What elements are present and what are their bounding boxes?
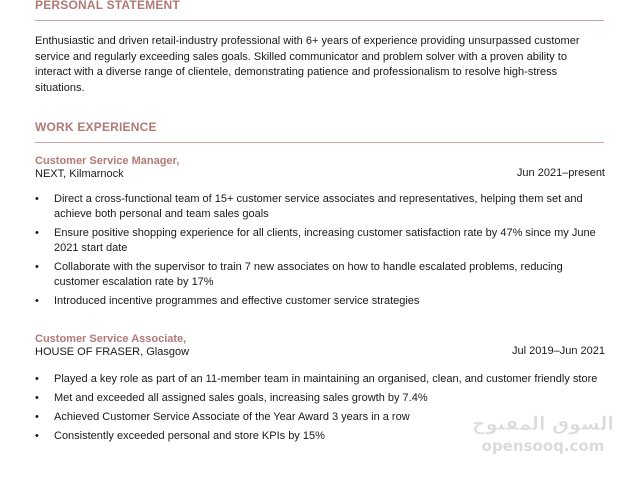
bullet-text: Played a key role as part of an 11-member team in maintaining an organised, clean, and customer friendly store xyxy=(54,373,598,385)
work-experience-heading: WORK EXPERIENCE xyxy=(35,120,157,134)
job-bullet-list xyxy=(35,192,607,313)
bullet-icon: • xyxy=(35,411,39,423)
job-bullet-item xyxy=(35,294,607,309)
bullet-text: Introduced incentive programmes and effective customer service strategies xyxy=(54,295,420,307)
job-title: Customer Service Associate, xyxy=(35,333,187,345)
bullet-text: Collaborate with the supervisor to train 7 new associates on how to handle escalated problems, reducing customer escalation rate by 17% xyxy=(54,261,563,288)
job-dates: Jun 2021–present xyxy=(516,167,605,179)
job-bullet-item xyxy=(35,260,607,290)
bullet-icon: • xyxy=(35,430,39,442)
bullet-icon: • xyxy=(35,193,39,205)
job-bullet-item xyxy=(35,226,607,256)
job-company: NEXT, Kilmarnock xyxy=(35,168,124,180)
job-bullet-item xyxy=(35,391,607,406)
bullet-icon: • xyxy=(35,373,39,385)
bullet-icon: • xyxy=(35,261,39,273)
svg-text:opensooq.com: opensooq.com xyxy=(481,437,605,455)
bullet-text: Direct a cross-functional team of 15+ customer service associates and representatives, helping them set and achieve both personal and team sales goals xyxy=(54,193,583,220)
bullet-text: Consistently exceeded personal and store KPIs by 15% xyxy=(54,430,325,442)
bullet-icon: • xyxy=(35,227,39,239)
job-title: Customer Service Manager, xyxy=(35,155,180,167)
job-bullet-item xyxy=(35,410,607,425)
personal-statement-heading: PERSONAL STATEMENT xyxy=(35,0,180,12)
job-bullet-item xyxy=(35,192,607,222)
section-divider xyxy=(35,20,604,21)
bullet-text: Achieved Customer Service Associate of the Year Award 3 years in a row xyxy=(54,411,410,423)
job-dates: Jul 2019–Jun 2021 xyxy=(512,345,605,357)
bullet-text: Met and exceeded all assigned sales goals, increasing sales growth by 7.4% xyxy=(54,392,428,404)
job-bullet-item xyxy=(35,372,607,387)
job-bullet-list xyxy=(35,372,607,448)
bullet-icon: • xyxy=(35,392,39,404)
section-divider xyxy=(35,142,604,143)
personal-statement-text: Enthusiastic and driven retail-industry professional with 6+ years of experience providing unsurpassed customer service and regularly exceeding sales goals. Skilled communicator and problem solver with a proven ability to interact with a diverse range of clientele, demonstrating patience and professionalism to resolve high-stress situations. xyxy=(35,35,580,94)
bullet-text: Ensure positive shopping experience for all clients, increasing customer satisfaction rate by 47% since my June 2021 start date xyxy=(54,227,596,254)
svg-text:السوق المفتوح: السوق المفتوح xyxy=(472,413,614,435)
bullet-icon: • xyxy=(35,295,39,307)
job-company: HOUSE OF FRASER, Glasgow xyxy=(35,346,190,358)
job-bullet-item xyxy=(35,429,607,444)
